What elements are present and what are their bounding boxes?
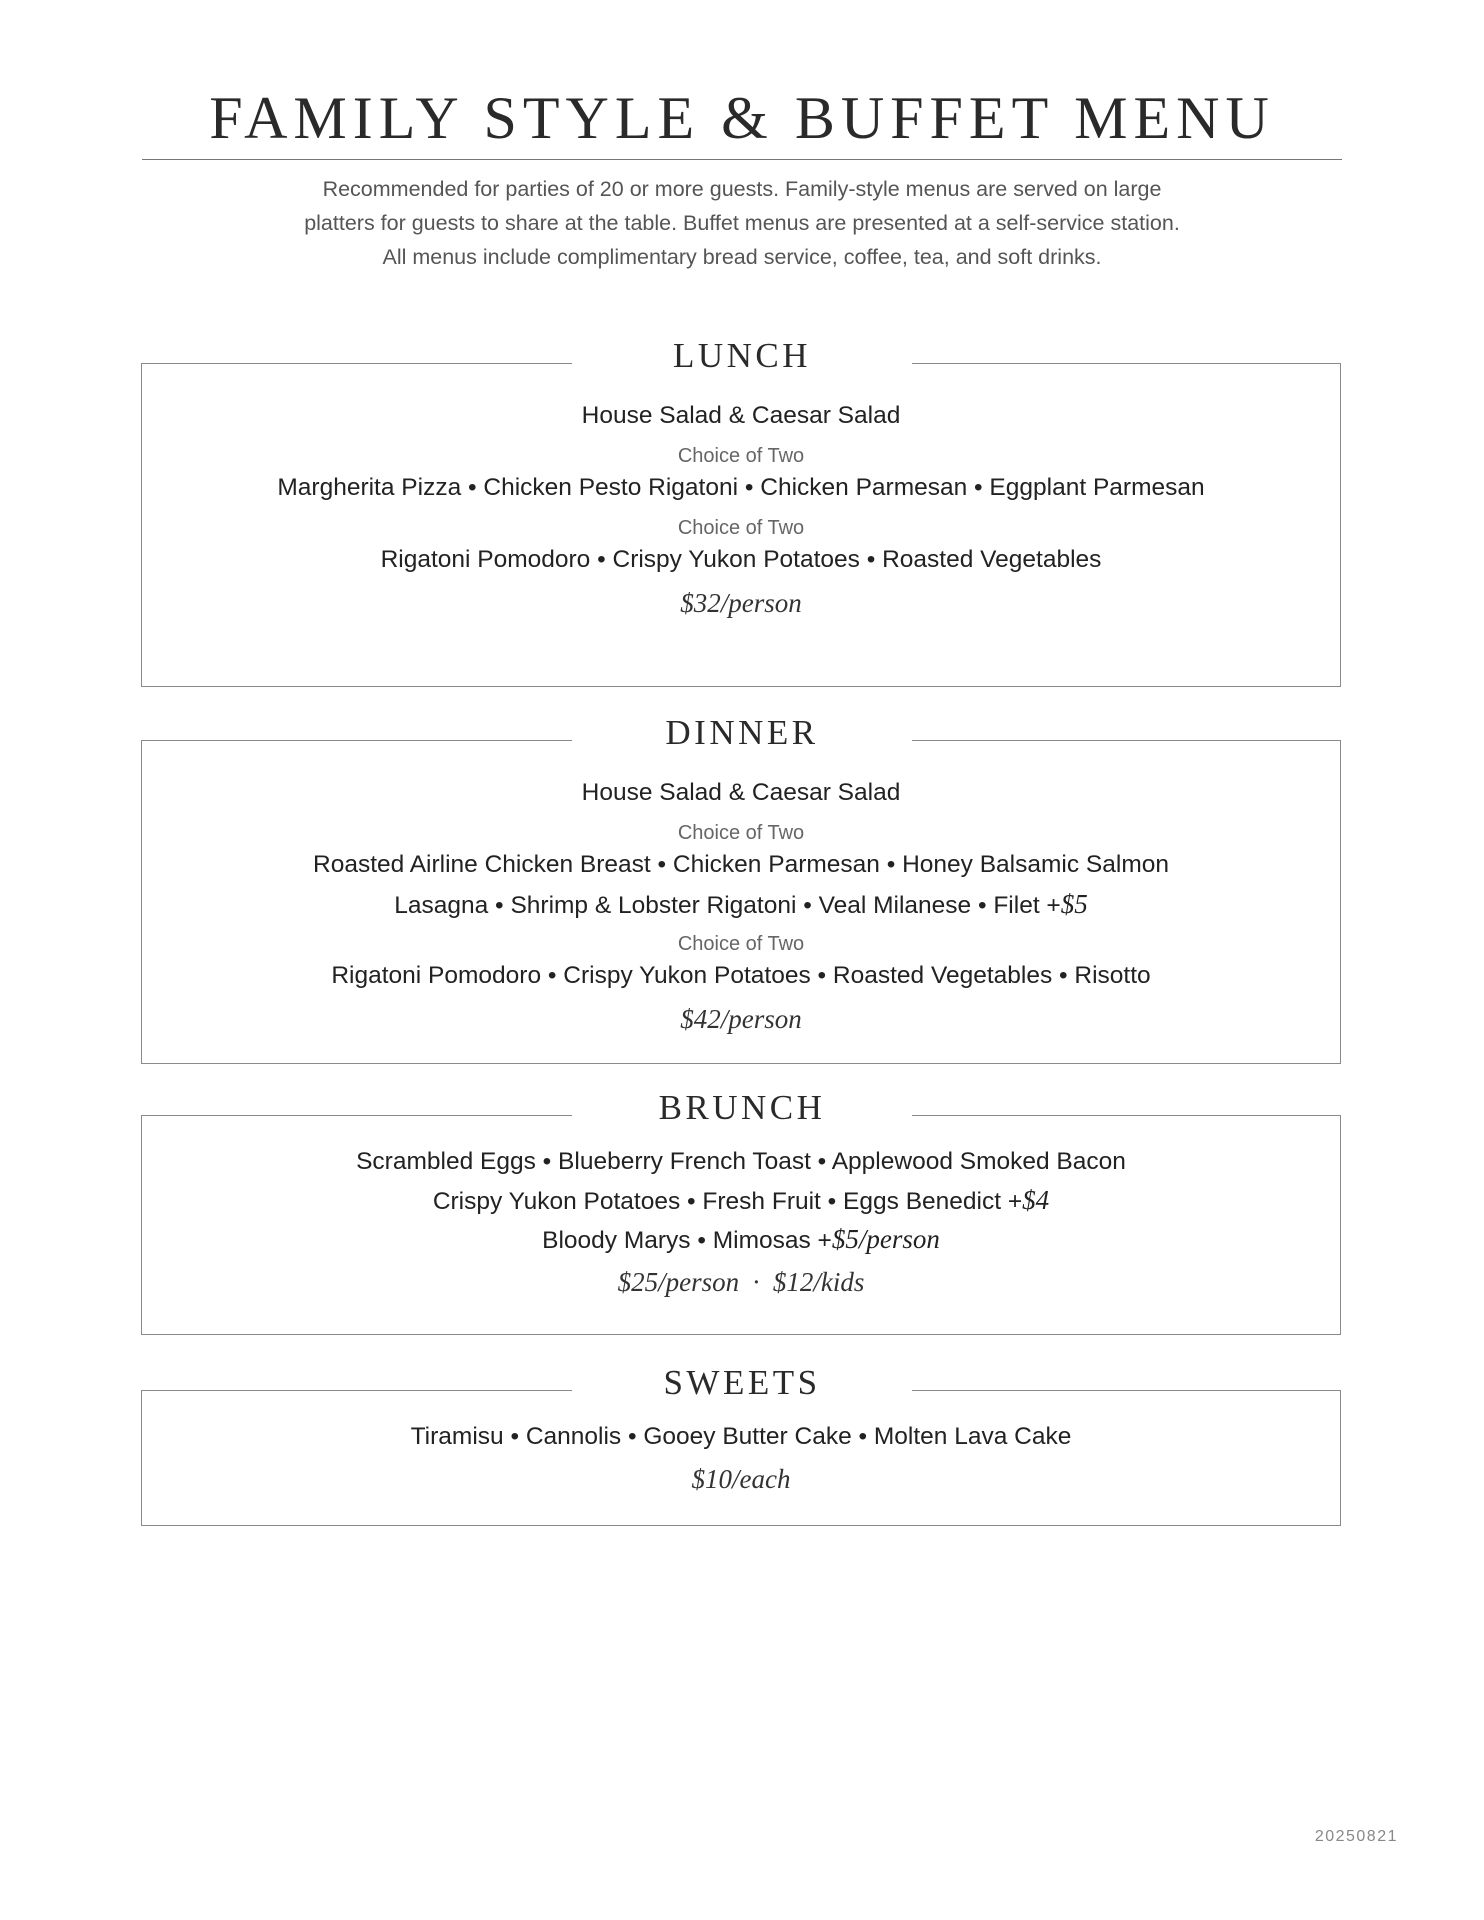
brunch-items-extra [142,1185,1340,1217]
brunch-drinks [142,1224,1340,1256]
lunch-choice-label: Choice of Two [677,445,805,467]
brunch-drinks-text: Bloody Marys • Mimosas + [542,1227,832,1254]
intro-line: platters for guests to share at the table. Buffet menus are presented at a self-service station. [304,211,1180,235]
title-divider [142,159,1342,160]
sweets-section [141,1363,1341,1526]
filet-surcharge: $5 [1060,889,1088,919]
lunch-price: $32/person [680,588,802,618]
lunch-choice-label: Choice of Two [677,517,805,539]
intro-text [0,172,1484,274]
dinner-entrees: Roasted Airline Chicken Breast • Chicken Parmesan • Honey Balsamic Salmon [313,851,1169,878]
dinner-sides: Rigatoni Pomodoro • Crispy Yukon Potatoes • Roasted Vegetables • Risotto [331,962,1151,989]
lunch-sides: Rigatoni Pomodoro • Crispy Yukon Potatoes • Roasted Vegetables [380,546,1102,573]
lunch-entrees: Margherita Pizza • Chicken Pesto Rigatoni • Chicken Parmesan • Eggplant Parmesan [277,474,1205,501]
dinner-salads: House Salad & Caesar Salad [581,779,901,806]
intro-line: All menus include complimentary bread service, coffee, tea, and soft drinks. [382,245,1102,269]
sweets-heading: SWEETS [572,1361,912,1405]
brunch-items-text: Crispy Yukon Potatoes • Fresh Fruit • Eggs Benedict + [432,1188,1023,1215]
dinner-entrees-extra [142,889,1340,921]
brunch-section [141,1088,1341,1335]
dinner-entrees-text: Lasagna • Shrimp & Lobster Rigatoni • Veal Milanese • Filet + [394,892,1061,919]
dinner-choice-label: Choice of Two [677,933,805,955]
sweets-price: $10/each [691,1464,791,1494]
mimosa-surcharge: $5/person [831,1224,940,1254]
dinner-section [141,713,1341,1064]
intro-line: Recommended for parties of 20 or more guests. Family-style menus are served on large [322,177,1162,201]
brunch-price: $25/person · $12/kids [617,1267,865,1297]
lunch-section [141,336,1341,687]
document-number: 20250821 [1314,1828,1398,1845]
dinner-heading: DINNER [572,711,912,755]
menu-title: FAMILY STYLE & BUFFET MENU [209,85,1275,151]
dinner-price: $42/person [680,1004,802,1034]
lunch-heading: LUNCH [572,334,912,378]
dinner-choice-label: Choice of Two [677,822,805,844]
sweets-items: Tiramisu • Cannolis • Gooey Butter Cake • Molten Lava Cake [410,1423,1072,1450]
lunch-salads: House Salad & Caesar Salad [581,402,901,429]
benedict-surcharge: $4 [1022,1185,1050,1215]
brunch-items: Scrambled Eggs • Blueberry French Toast • Applewood Smoked Bacon [356,1148,1126,1175]
brunch-heading: BRUNCH [572,1086,912,1130]
